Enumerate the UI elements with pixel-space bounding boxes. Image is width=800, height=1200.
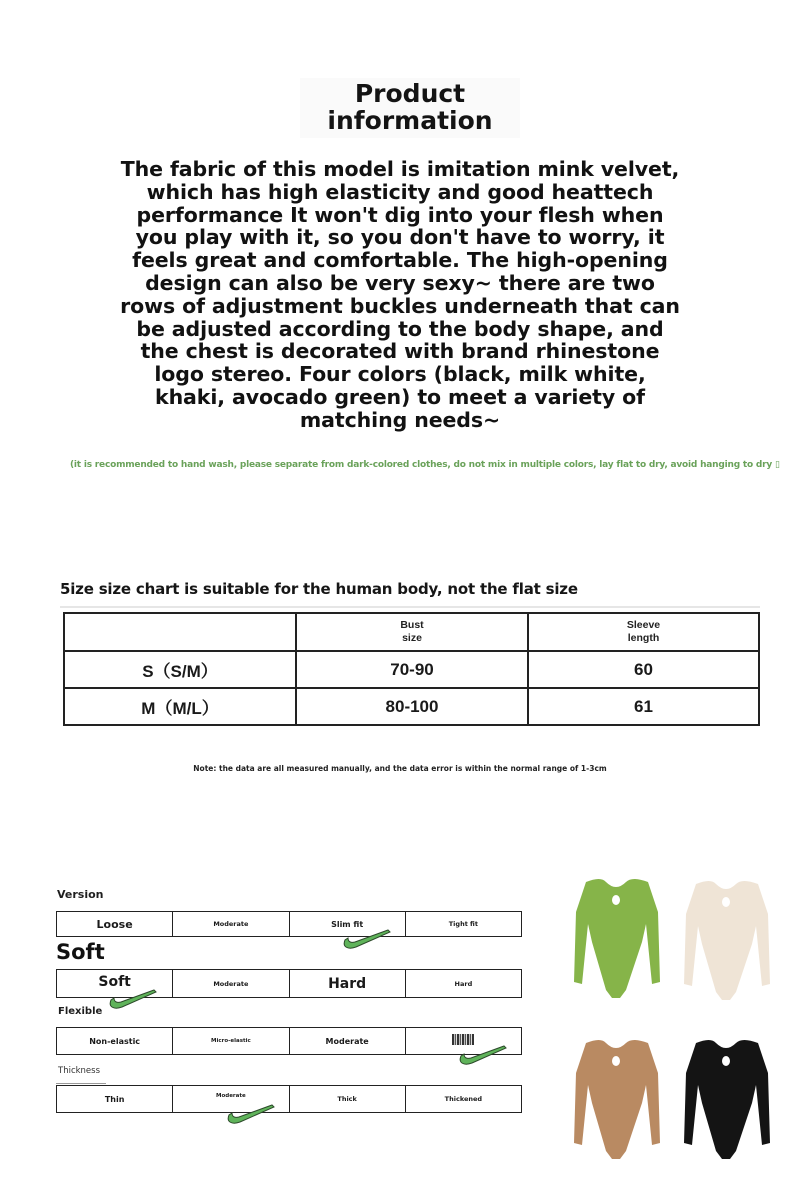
- sleeve-cell: 60: [528, 651, 759, 688]
- sleeve-header-line-2: length: [627, 632, 660, 644]
- size-cell: S（S/M）: [64, 651, 296, 688]
- checkmark-icon: [342, 928, 392, 950]
- care-instructions: (it is recommended to hand wash, please separate from dark-colored clothes, do not mix in multiple colors, lay flat to dry, avoid hanging to dry ▯: [70, 460, 780, 470]
- product-description: The fabric of this model is imitation mink velvet, which has high elasticity and good heattech performance It won't dig into your flesh when you play with it, so you don't have to worry, it feels great and comfortable. The high-opening design can also be very sexy~ there are two rows of adjustment buckles underneath that can be adjusted according to the body shape, and the chest is decorated with brand rhinestone logo stereo. Four colors (black, milk white, khaki, avocado green) to meet a variety of matching needs~: [120, 157, 680, 432]
- thickness-underline: [56, 1083, 106, 1084]
- flexible-option-micro-elastic: Micro-elastic: [173, 1028, 289, 1054]
- version-option-tight-fit: Tight fit: [448, 920, 478, 928]
- table-row: [64, 688, 759, 725]
- version-option-moderate: Moderate: [173, 912, 289, 936]
- softness-option-soft: Soft: [57, 970, 173, 997]
- bust-header-line-1: Bust: [400, 619, 424, 631]
- bust-header-line-2: size: [402, 632, 422, 644]
- version-option-slim-fit: Slim fit: [290, 912, 406, 936]
- header-cell-bust: [296, 613, 528, 651]
- measurement-note: Note: the data are all measured manually, and the data error is within the normal range of 1-3cm: [193, 764, 607, 773]
- bodysuit-milk-white-image: [676, 874, 776, 1014]
- title-line-2: information: [327, 106, 493, 135]
- softness-option-hard: Hard: [290, 970, 406, 997]
- flexible-option-non-elastic: Non-elastic: [57, 1028, 173, 1054]
- flexible-option-moderate: Moderate: [290, 1028, 406, 1054]
- size-cell: M（M/L）: [64, 688, 296, 725]
- checkmark-icon: [108, 988, 158, 1010]
- bust-cell: 80-100: [296, 688, 528, 725]
- bust-cell: 70-90: [296, 651, 528, 688]
- version-label: Version: [57, 888, 104, 901]
- thickness-scale: [56, 1085, 522, 1113]
- version-option-loose: Loose: [57, 912, 173, 936]
- bodysuit-black-image: [676, 1033, 776, 1173]
- flexible-scale: [56, 1027, 522, 1055]
- softness-option-moderate: Moderate: [173, 970, 289, 997]
- thickness-option-moderate: Moderate: [173, 1086, 289, 1112]
- checkmark-icon: [226, 1103, 276, 1125]
- thickness-label: Thickness: [58, 1066, 101, 1076]
- checkmark-icon: [458, 1044, 508, 1066]
- sleeve-header-line-1: Sleeve: [626, 619, 661, 631]
- softness-label: Soft: [56, 940, 105, 964]
- bodysuit-avocado-green-image: [566, 872, 666, 1012]
- page-title: [300, 78, 520, 138]
- thickness-option-thickened: Thickened: [444, 1095, 483, 1103]
- thickness-option-thin: Thin: [57, 1086, 173, 1112]
- header-cell-sleeve: [528, 613, 759, 651]
- version-scale: [56, 911, 522, 937]
- sleeve-cell: 61: [528, 688, 759, 725]
- size-chart-heading: 5ize size chart is suitable for the human body, not the flat size: [60, 580, 578, 598]
- divider: [60, 606, 760, 608]
- softness-option-hard-2: Hard: [454, 979, 473, 988]
- size-chart-table: [63, 612, 760, 726]
- bodysuit-khaki-image: [566, 1033, 666, 1173]
- flexible-label: Flexible: [58, 1006, 103, 1017]
- table-row: [64, 651, 759, 688]
- header-cell-size: [64, 613, 296, 651]
- title-line-1: Product: [354, 79, 466, 108]
- thickness-option-thick: Thick: [290, 1086, 406, 1112]
- size-chart-header-row: [64, 613, 759, 651]
